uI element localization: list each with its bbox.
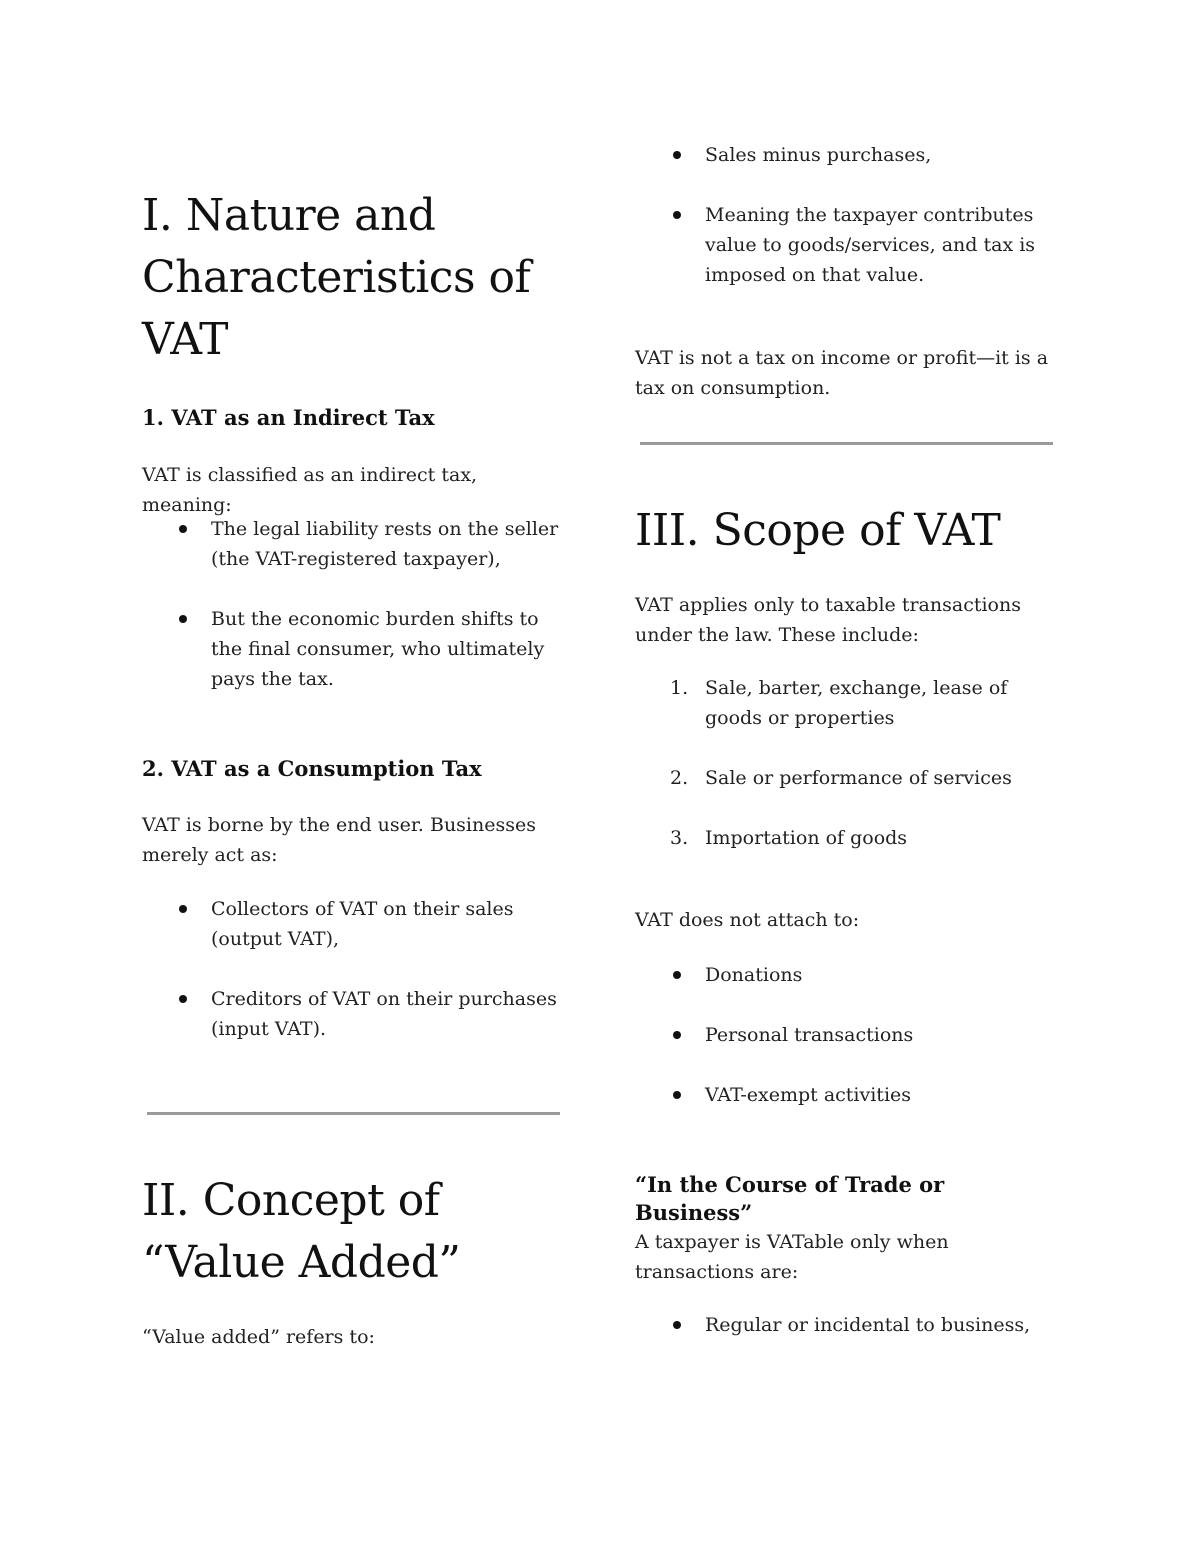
section-divider: [640, 442, 1053, 445]
list-number: 3.: [670, 827, 689, 849]
list-item: But the economic burden shifts to the final consumer, who ultimately pays the tax.: [211, 608, 545, 690]
section-2-heading: II. Concept of “Value Added”: [142, 1175, 461, 1288]
bullet-icon: [673, 151, 681, 159]
numbered-item: Importation of goods: [705, 827, 908, 849]
bullet-icon: [179, 905, 187, 913]
bullet-icon: [673, 1031, 681, 1039]
numbered-item: Sale, barter, exchange, lease of goods or properties: [705, 677, 1008, 729]
list-item: Meaning the taxpayer contributes value to goods/services, and tax is imposed on that value.: [705, 204, 1036, 286]
list-number: 2.: [670, 767, 689, 789]
subsection-2-intro: VAT is borne by the end user. Businesses merely act as:: [142, 814, 536, 866]
section-3-intro: VAT applies only to taxable transactions under the law. These include:: [635, 594, 1021, 646]
subsection-1-intro: VAT is classified as an indirect tax, meaning:: [142, 464, 478, 516]
bullet-icon: [673, 971, 681, 979]
value-added-note: VAT is not a tax on income or profit—it is a tax on consumption.: [635, 347, 1049, 399]
subsection-1-heading: 1. VAT as an Indirect Tax: [142, 405, 435, 430]
subsection-2-heading: 2. VAT as a Consumption Tax: [142, 756, 482, 781]
list-item: Personal transactions: [705, 1024, 914, 1046]
section-divider: [147, 1112, 560, 1115]
section-2-intro: “Value added” refers to:: [142, 1326, 375, 1348]
list-item: The legal liability rests on the seller (the VAT-registered taxpayer),: [211, 518, 559, 570]
bullet-icon: [179, 995, 187, 1003]
bullet-icon: [179, 525, 187, 533]
list-item: Creditors of VAT on their purchases (input VAT).: [211, 988, 557, 1040]
list-item: VAT-exempt activities: [705, 1084, 912, 1106]
bullet-icon: [179, 615, 187, 623]
numbered-item: Sale or performance of services: [705, 767, 1012, 789]
bullet-icon: [673, 1091, 681, 1099]
not-attach-intro: VAT does not attach to:: [635, 909, 860, 931]
list-item: Donations: [705, 964, 803, 986]
bullet-icon: [673, 211, 681, 219]
trade-heading: “In the Course of Trade or Business”: [635, 1172, 945, 1225]
list-item: Regular or incidental to business,: [705, 1314, 1031, 1336]
list-item: Sales minus purchases,: [705, 144, 932, 166]
section-3-heading: III. Scope of VAT: [635, 505, 1001, 556]
bullet-icon: [673, 1321, 681, 1329]
list-item: Collectors of VAT on their sales (output VAT),: [211, 898, 514, 950]
section-1-heading: I. Nature and Characteristics of VAT: [142, 190, 531, 365]
trade-intro: A taxpayer is VATable only when transactions are:: [635, 1231, 949, 1283]
list-number: 1.: [670, 677, 689, 699]
